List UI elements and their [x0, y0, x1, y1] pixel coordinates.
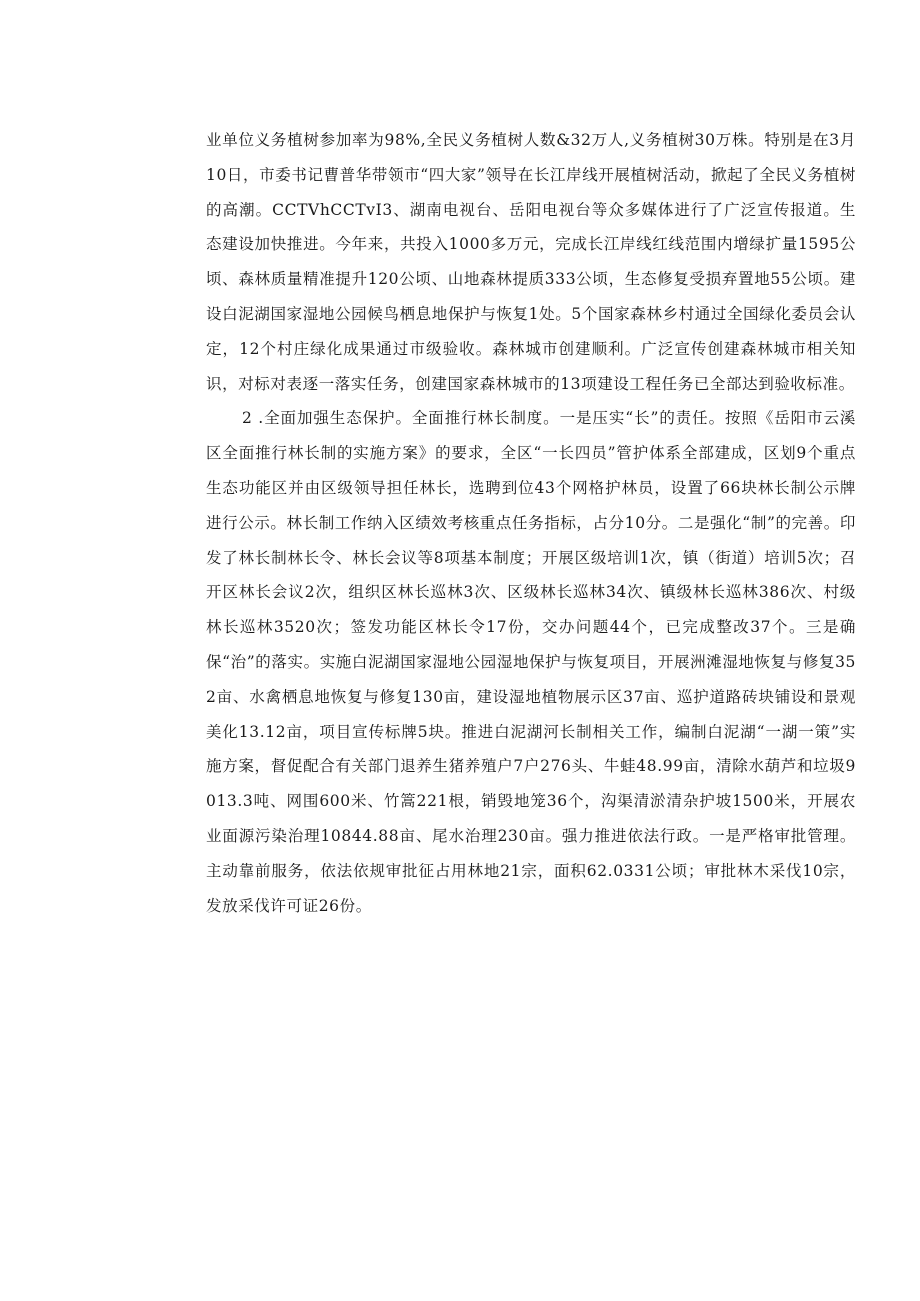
paragraph-afforestation: 业单位义务植树参加率为98%,全民义务植树人数&32万人,义务植树30万株。特别是在3月10日，市委书记曹普华带领市“四大家”领导在长江岸线开展植树活动，掀起了全民义务植树的高潮。CCTVhCCTvI3、湖南电视台、岳阳电视台等众多媒体进行了广泛宣传报道。生态建设加快推进。今年来，共投入1000多万元，完成长江岸线红线范围内增绿扩量1595公顷、森林质量精准提升120公顷、山地森林提质333公顷，生态修复受损弃置地55公顷。建设白泥湖国家湿地公园候鸟栖息地保护与恢复1处。5个国家森林乡村通过全国绿化委员会认定，12个村庄绿化成果通过市级验收。森林城市创建顺利。广泛宣传创建森林城市相关知识，对标对表逐一落实任务，创建国家森林城市的13项建设工程任务已全部达到验收标准。: [206, 131, 856, 393]
document-body: [206, 123, 856, 923]
paragraph-ecological-protection: 2 .全面加强生态保护。全面推行林长制度。一是压实“长”的责任。按照《岳阳市云溪区全面推行林长制的实施方案》的要求，全区“一长四员”管护体系全部建成，区划9个重点生态功能区并由区级领导担任林长，选聘到位43个网格护林员，设置了66块林长制公示牌进行公示。林长制工作纳入区绩效考核重点任务指标，占分10分。二是强化“制”的完善。印发了林长制林长令、林长会议等8项基本制度；开展区级培训1次，镇（街道）培训5次；召开区林长会议2次，组织区林长巡林3次、区级林长巡林34次、镇级林长巡林386次、村级林长巡林3520次；签发功能区林长令17份，交办问题44个，已完成整改37个。三是确保“治”的落实。实施白泥湖国家湿地公园湿地保护与恢复项目，开展洲滩湿地恢复与修复352亩、水禽栖息地恢复与修复130亩，建设湿地植物展示区37亩、巡护道路砖块铺设和景观美化13.12亩，项目宣传标牌5块。推进白泥湖河长制相关工作，编制白泥湖“一湖一策”实施方案，督促配合有关部门退养生猪养殖户7户276头、牛蛙48.99亩，清除水葫芦和垃圾9013.3吨、网围600米、竹篙221根，销毁地笼36个，沟渠清淤清杂护坡1500米，开展农业面源污染治理10844.88亩、尾水治理230亩。强力推进依法行政。一是严格审批管理。主动靠前服务，依法依规审批征占用林地21宗，面积62.0331公顷；审批林木采伐10宗，发放采伐许可证26份。: [206, 409, 856, 915]
